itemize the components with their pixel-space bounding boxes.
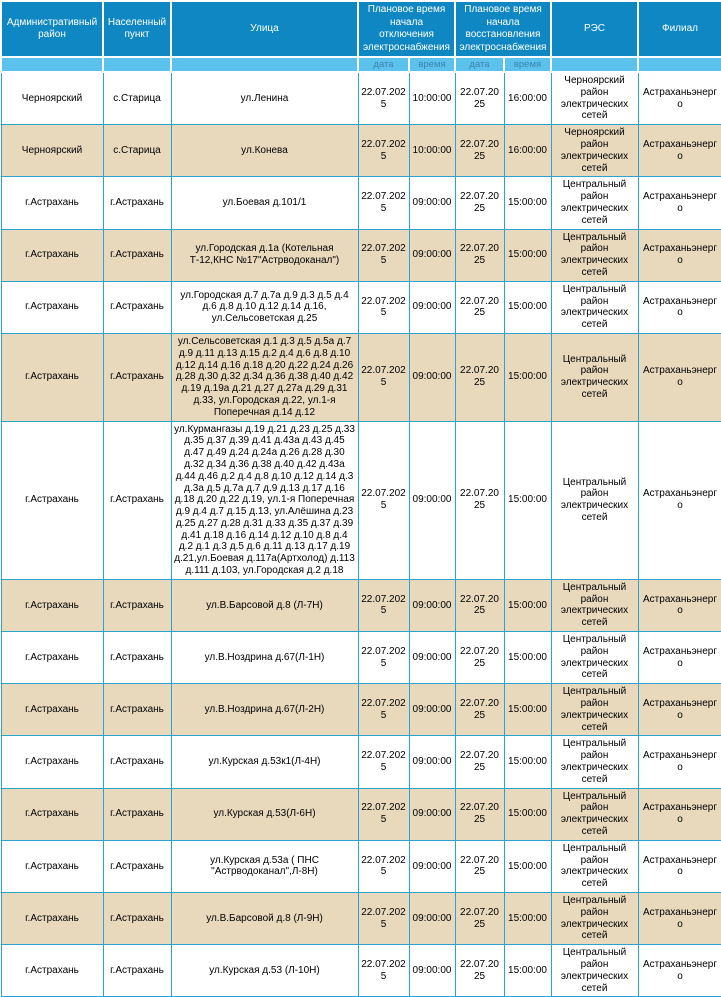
outage-date-cell: 22.07.2025 — [358, 893, 409, 945]
restore-time-cell: 15:00:00 — [504, 281, 551, 333]
subheader-empty-street — [171, 57, 358, 72]
res-cell: Центральный район электрических сетей — [551, 736, 638, 788]
column-header-restore-start-group: Плановое время начала восстановления электроснабжения — [455, 1, 551, 57]
branch-cell: Астраханьэнерго — [638, 229, 721, 281]
restore-time-cell: 15:00:00 — [504, 632, 551, 684]
branch-cell: Астраханьэнерго — [638, 579, 721, 631]
restore-time-cell: 15:00:00 — [504, 893, 551, 945]
table-row — [1, 632, 721, 684]
restore-date-cell: 22.07.2025 — [455, 945, 504, 997]
table-row — [1, 72, 721, 125]
restore-date-cell: 22.07.2025 — [455, 177, 504, 229]
subheader-empty-admin-district — [1, 57, 103, 72]
settlement-cell: г.Астрахань — [103, 945, 171, 997]
subheader-outage-time: время — [409, 57, 455, 72]
settlement-cell: г.Астрахань — [103, 788, 171, 840]
street-cell: ул.Курская д.53к1(Л-4Н) — [171, 736, 358, 788]
district-cell: г.Астрахань — [1, 281, 103, 333]
column-header-outage-start-group: Плановое время начала отключения электроснабжения — [358, 1, 455, 57]
district-cell: г.Астрахань — [1, 945, 103, 997]
table-row — [1, 788, 721, 840]
restore-time-cell: 16:00:00 — [504, 125, 551, 177]
settlement-cell: г.Астрахань — [103, 421, 171, 579]
table-row — [1, 229, 721, 281]
table-body — [1, 72, 721, 997]
table-row — [1, 579, 721, 631]
settlement-cell: г.Астрахань — [103, 840, 171, 892]
outage-date-cell: 22.07.2025 — [358, 177, 409, 229]
settlement-cell: г.Астрахань — [103, 333, 171, 421]
settlement-cell: г.Астрахань — [103, 281, 171, 333]
outage-time-cell: 10:00:00 — [409, 125, 455, 177]
district-cell: Черноярский — [1, 125, 103, 177]
settlement-cell: г.Астрахань — [103, 736, 171, 788]
district-cell: г.Астрахань — [1, 788, 103, 840]
subheader-restore-date: дата — [455, 57, 504, 72]
outage-date-cell: 22.07.2025 — [358, 788, 409, 840]
outage-date-cell: 22.07.2025 — [358, 579, 409, 631]
subheader-empty-branch — [638, 57, 721, 72]
outage-time-cell: 09:00:00 — [409, 684, 455, 736]
street-cell: ул.Курская д.53 (Л-10Н) — [171, 945, 358, 997]
district-cell: Черноярский — [1, 72, 103, 125]
res-cell: Центральный район электрических сетей — [551, 579, 638, 631]
column-header-res: РЭС — [551, 1, 638, 57]
branch-cell: Астраханьэнерго — [638, 125, 721, 177]
column-header-street: Улица — [171, 1, 358, 57]
restore-date-cell: 22.07.2025 — [455, 840, 504, 892]
district-cell: г.Астрахань — [1, 840, 103, 892]
table-row — [1, 421, 721, 579]
branch-cell: Астраханьэнерго — [638, 72, 721, 125]
res-cell: Центральный район электрических сетей — [551, 840, 638, 892]
restore-time-cell: 15:00:00 — [504, 788, 551, 840]
outage-time-cell: 09:00:00 — [409, 421, 455, 579]
outage-time-cell: 09:00:00 — [409, 945, 455, 997]
outage-date-cell: 22.07.2025 — [358, 840, 409, 892]
branch-cell: Астраханьэнерго — [638, 945, 721, 997]
column-header-admin-district: Административный район — [1, 1, 103, 57]
restore-date-cell: 22.07.2025 — [455, 421, 504, 579]
restore-date-cell: 22.07.2025 — [455, 281, 504, 333]
res-cell: Центральный район электрических сетей — [551, 893, 638, 945]
settlement-cell: г.Астрахань — [103, 632, 171, 684]
branch-cell: Астраханьэнерго — [638, 421, 721, 579]
subheader-restore-time: время — [504, 57, 551, 72]
street-cell: ул.В.Ноздрина д.67(Л-2Н) — [171, 684, 358, 736]
restore-date-cell: 22.07.2025 — [455, 632, 504, 684]
settlement-cell: г.Астрахань — [103, 579, 171, 631]
street-cell: ул.Ленина — [171, 72, 358, 125]
branch-cell: Астраханьэнерго — [638, 684, 721, 736]
district-cell: г.Астрахань — [1, 684, 103, 736]
street-cell: ул.Боевая д.101/1 — [171, 177, 358, 229]
outage-time-cell: 09:00:00 — [409, 840, 455, 892]
restore-date-cell: 22.07.2025 — [455, 788, 504, 840]
table-row — [1, 333, 721, 421]
street-cell: ул.Городская д.1а (Котельная Т-12,КНС №17"Астрводоканал") — [171, 229, 358, 281]
table-row — [1, 281, 721, 333]
res-cell: Центральный район электрических сетей — [551, 945, 638, 997]
settlement-cell: с.Старица — [103, 125, 171, 177]
district-cell: г.Астрахань — [1, 177, 103, 229]
res-cell: Черноярский район электрических сетей — [551, 72, 638, 125]
table-header-row — [1, 1, 721, 57]
table-row — [1, 893, 721, 945]
restore-date-cell: 22.07.2025 — [455, 125, 504, 177]
district-cell: г.Астрахань — [1, 579, 103, 631]
outage-date-cell: 22.07.2025 — [358, 736, 409, 788]
district-cell: г.Астрахань — [1, 229, 103, 281]
subheader-empty-res — [551, 57, 638, 72]
outage-time-cell: 09:00:00 — [409, 736, 455, 788]
settlement-cell: г.Астрахань — [103, 684, 171, 736]
street-cell: ул.Конева — [171, 125, 358, 177]
outage-date-cell: 22.07.2025 — [358, 229, 409, 281]
outage-time-cell: 09:00:00 — [409, 229, 455, 281]
restore-date-cell: 22.07.2025 — [455, 333, 504, 421]
settlement-cell: г.Астрахань — [103, 177, 171, 229]
subheader-outage-date: дата — [358, 57, 409, 72]
table-row — [1, 840, 721, 892]
district-cell: г.Астрахань — [1, 333, 103, 421]
table-row — [1, 177, 721, 229]
res-cell: Центральный район электрических сетей — [551, 229, 638, 281]
outage-time-cell: 10:00:00 — [409, 72, 455, 125]
res-cell: Центральный район электрических сетей — [551, 421, 638, 579]
outage-date-cell: 22.07.2025 — [358, 632, 409, 684]
street-cell: ул.Курская д.53а ( ПНС "Астрводоканал",Л-8Н) — [171, 840, 358, 892]
settlement-cell: с.Старица — [103, 72, 171, 125]
street-cell: ул.В.Ноздрина д.67(Л-1Н) — [171, 632, 358, 684]
outage-date-cell: 22.07.2025 — [358, 72, 409, 125]
res-cell: Центральный район электрических сетей — [551, 333, 638, 421]
outage-time-cell: 09:00:00 — [409, 579, 455, 631]
restore-time-cell: 16:00:00 — [504, 72, 551, 125]
outage-time-cell: 09:00:00 — [409, 788, 455, 840]
outage-date-cell: 22.07.2025 — [358, 684, 409, 736]
street-cell: ул.Городская д.7 д.7а д.9 д.3 д.5 д.4 д.6 д.8 д.10 д.12 д.14 д.16, ул.Сельсоветская д.25 — [171, 281, 358, 333]
street-cell: ул.В.Барсовой д.8 (Л-9Н) — [171, 893, 358, 945]
settlement-cell: г.Астрахань — [103, 229, 171, 281]
column-header-branch: Филиал — [638, 1, 721, 57]
table-row — [1, 684, 721, 736]
restore-time-cell: 15:00:00 — [504, 177, 551, 229]
street-cell: ул.В.Барсовой д.8 (Л-7Н) — [171, 579, 358, 631]
res-cell: Центральный район электрических сетей — [551, 632, 638, 684]
outage-date-cell: 22.07.2025 — [358, 125, 409, 177]
restore-date-cell: 22.07.2025 — [455, 736, 504, 788]
branch-cell: Астраханьэнерго — [638, 281, 721, 333]
district-cell: г.Астрахань — [1, 893, 103, 945]
branch-cell: Астраханьэнерго — [638, 736, 721, 788]
column-header-settlement: Населенный пункт — [103, 1, 171, 57]
branch-cell: Астраханьэнерго — [638, 788, 721, 840]
restore-time-cell: 15:00:00 — [504, 736, 551, 788]
branch-cell: Астраханьэнерго — [638, 632, 721, 684]
outage-time-cell: 09:00:00 — [409, 281, 455, 333]
restore-time-cell: 15:00:00 — [504, 579, 551, 631]
table-row — [1, 736, 721, 788]
outage-time-cell: 09:00:00 — [409, 177, 455, 229]
res-cell: Центральный район электрических сетей — [551, 684, 638, 736]
restore-time-cell: 15:00:00 — [504, 421, 551, 579]
settlement-cell: г.Астрахань — [103, 893, 171, 945]
restore-time-cell: 15:00:00 — [504, 684, 551, 736]
restore-time-cell: 15:00:00 — [504, 333, 551, 421]
street-cell: ул.Курская д.53(Л-6Н) — [171, 788, 358, 840]
branch-cell: Астраханьэнерго — [638, 840, 721, 892]
restore-date-cell: 22.07.2025 — [455, 579, 504, 631]
outage-date-cell: 22.07.2025 — [358, 333, 409, 421]
outage-time-cell: 09:00:00 — [409, 632, 455, 684]
res-cell: Центральный район электрических сетей — [551, 281, 638, 333]
outage-date-cell: 22.07.2025 — [358, 945, 409, 997]
district-cell: г.Астрахань — [1, 421, 103, 579]
restore-date-cell: 22.07.2025 — [455, 893, 504, 945]
table-row — [1, 125, 721, 177]
restore-date-cell: 22.07.2025 — [455, 229, 504, 281]
restore-time-cell: 15:00:00 — [504, 945, 551, 997]
district-cell: г.Астрахань — [1, 736, 103, 788]
restore-time-cell: 15:00:00 — [504, 840, 551, 892]
res-cell: Центральный район электрических сетей — [551, 177, 638, 229]
street-cell: ул.Сельсоветская д.1 д.3 д.5 д.5а д.7 д.9 д.11 д.13 д.15 д.2 д.4 д.6 д.8 д.10 д.12 д.14 д.16 д.18 д.20 д.22 д.24 д.26 д.28 д.30 д.32 д.34 д.36 д.38 д.40 д.42 д.19 д.19а д.21 д.27 д.27а д.29 д.31 д.33, ул.Городская д.22, ул.1-я Поперечная д.14 д.12 — [171, 333, 358, 421]
restore-date-cell: 22.07.2025 — [455, 72, 504, 125]
district-cell: г.Астрахань — [1, 632, 103, 684]
outage-time-cell: 09:00:00 — [409, 333, 455, 421]
branch-cell: Астраханьэнерго — [638, 893, 721, 945]
table-subheader-row — [1, 57, 721, 72]
res-cell: Центральный район электрических сетей — [551, 788, 638, 840]
outage-date-cell: 22.07.2025 — [358, 281, 409, 333]
outage-time-cell: 09:00:00 — [409, 893, 455, 945]
branch-cell: Астраханьэнерго — [638, 333, 721, 421]
restore-time-cell: 15:00:00 — [504, 229, 551, 281]
branch-cell: Астраханьэнерго — [638, 177, 721, 229]
subheader-empty-settlement — [103, 57, 171, 72]
outage-date-cell: 22.07.2025 — [358, 421, 409, 579]
restore-date-cell: 22.07.2025 — [455, 684, 504, 736]
street-cell: ул.Курмангазы д.19 д.21 д.23 д.25 д.33 д.35 д.37 д.39 д.41 д.43а д.43 д.45 д.47 д.49 д.24 д.24а д.26 д.28 д.30 д.32 д.34 д.36 д.38 д.40 д.42 д.43а д.44 д.46 д.2 д.4 д.8 д.10 д.12 д.14 д.3 д.3а д.5 д.7а д.7 д.9 д.13 д.17 д.16 д.18 д.20 д.22 д.19, ул.1-я Поперечная д.9 д.4 д.7 д.15 д.13, ул.Алёшина д.23 д.25 д.27 д.28 д.31 д.33 д.35 д.37 д.39 д.41 д.18 д.16 д.14 д.12 д.10 д.8 д.4 д.2 д.1 д.3 д.5 д.6 д.11 д.13 д.17 д.19 д.21,ул.Боевая д.117а(Артхолод) д.113 д.111 д.103, ул.Городская д.2 д.18 — [171, 421, 358, 579]
res-cell: Черноярский район электрических сетей — [551, 125, 638, 177]
